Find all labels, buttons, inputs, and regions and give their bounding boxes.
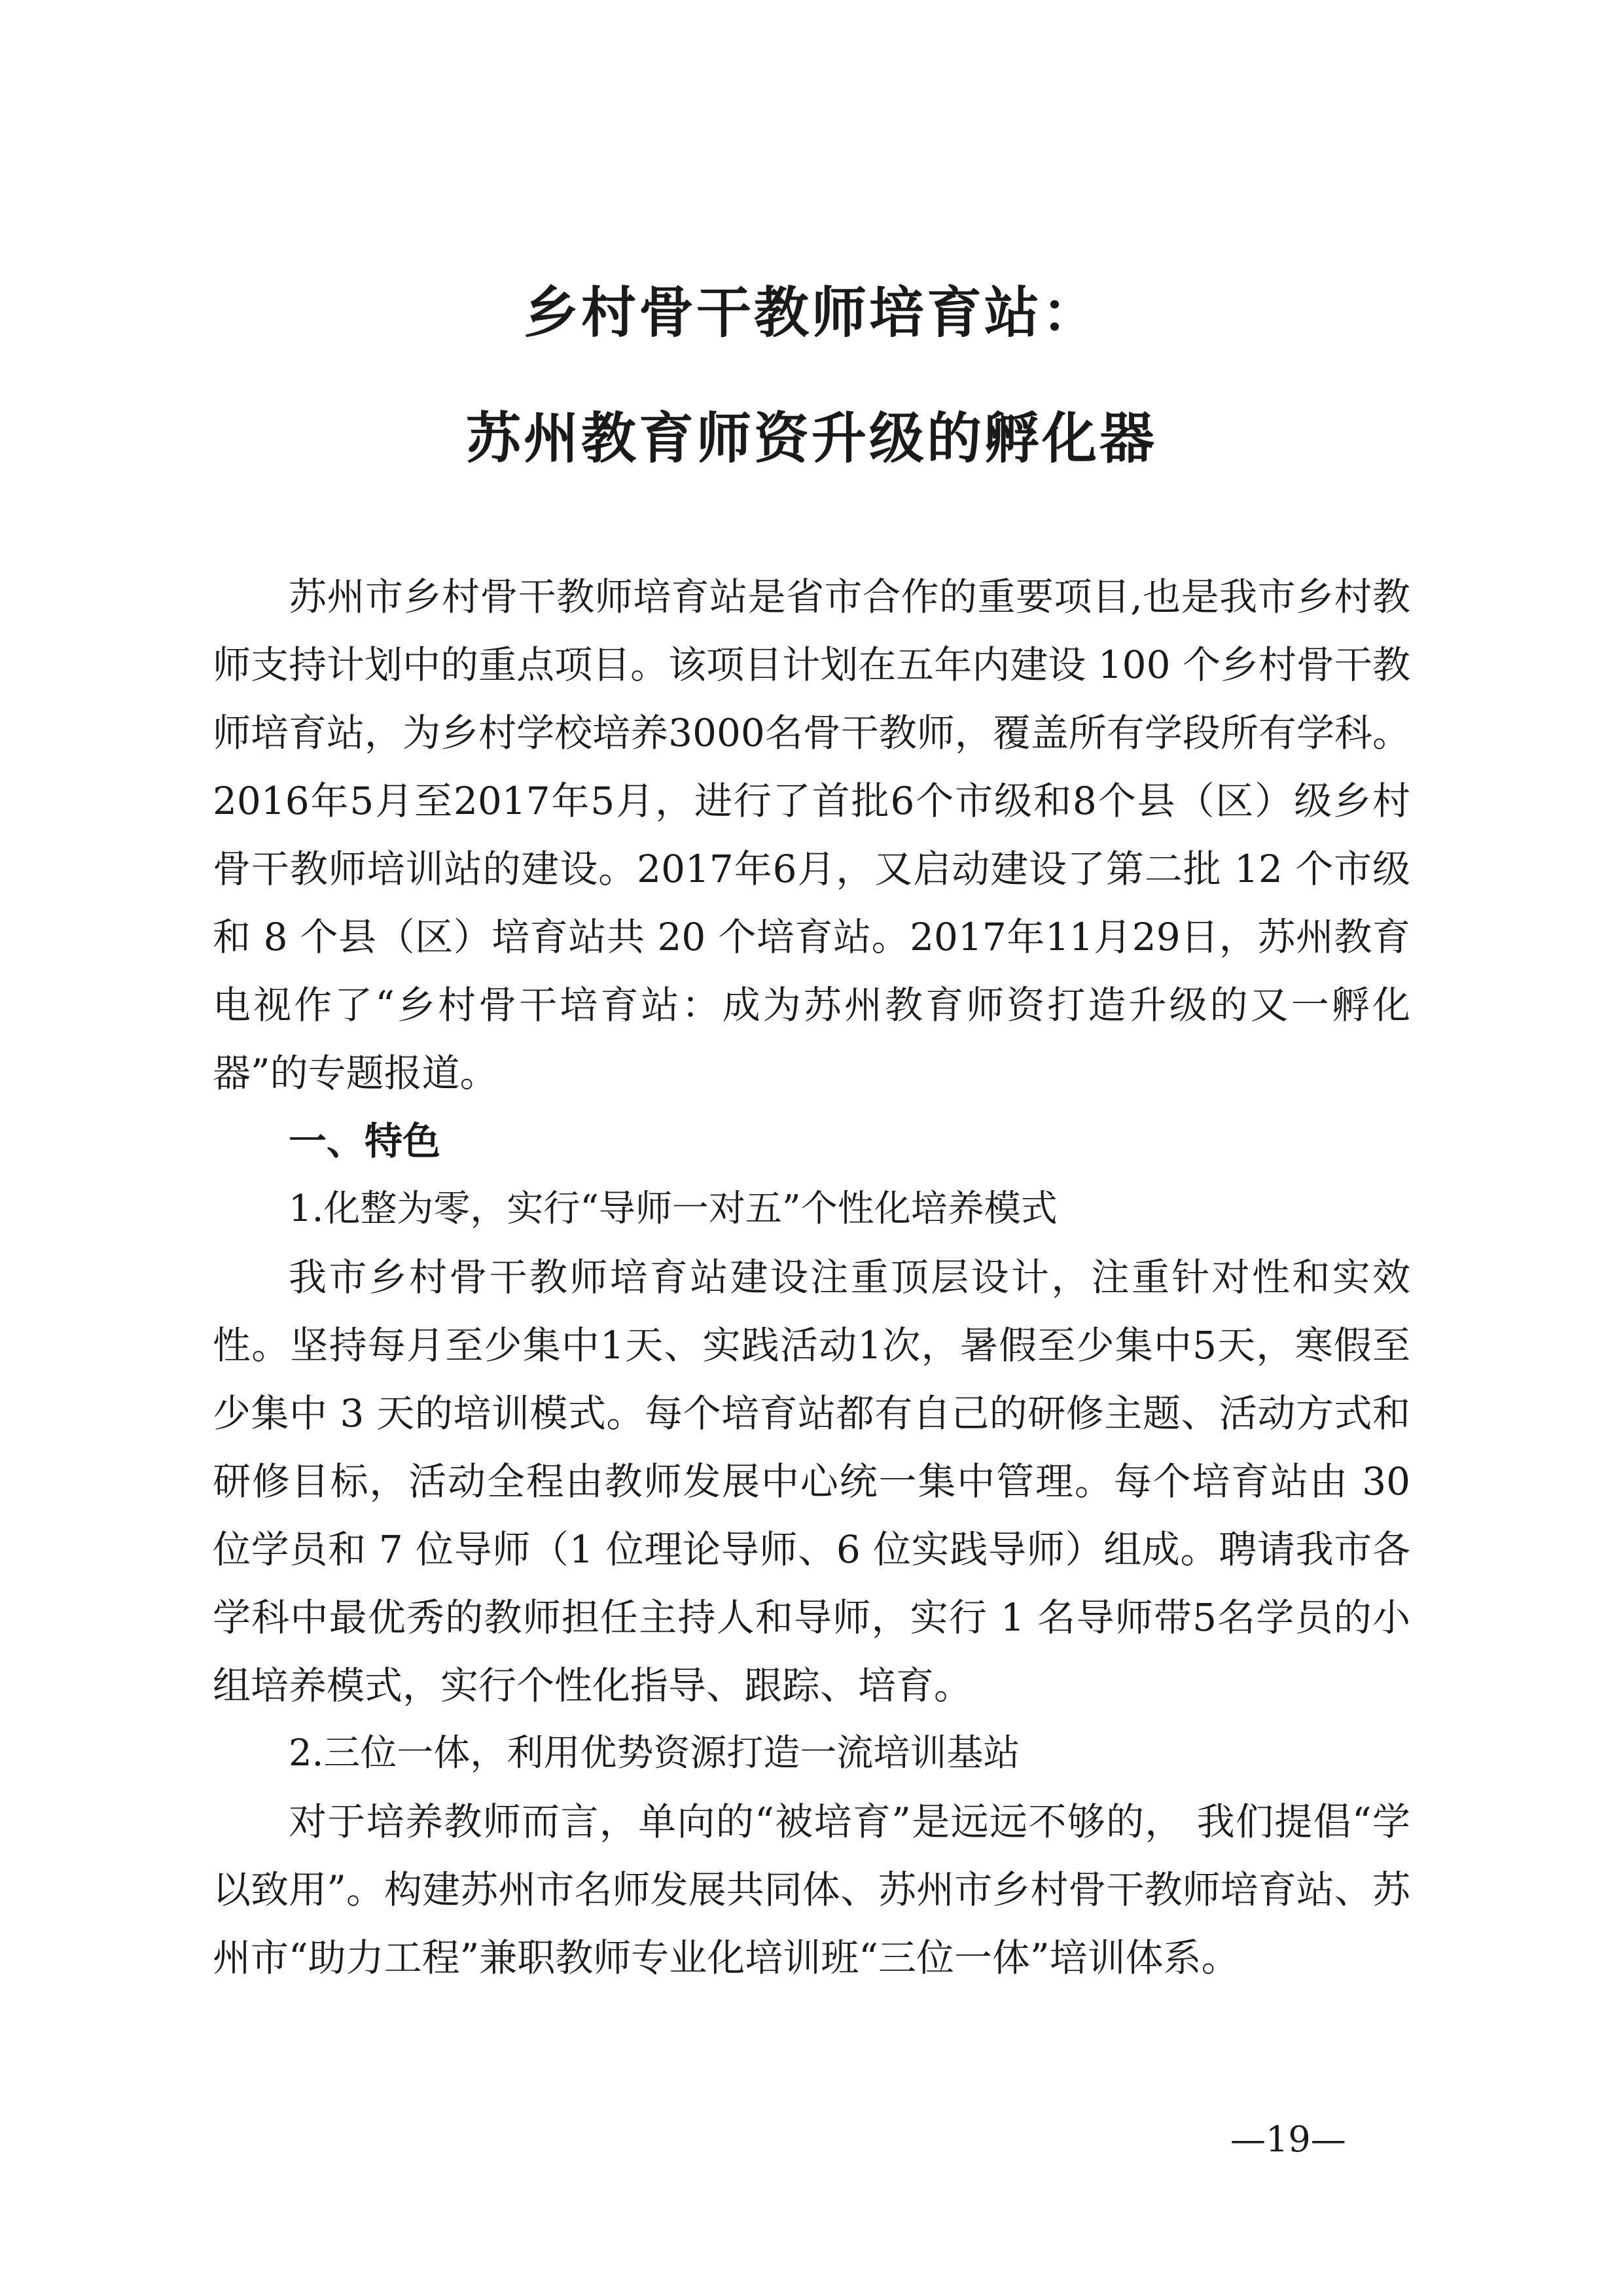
- intro-paragraph: 苏州市乡村骨干教师培育站是省市合作的重要项目,也是我市乡村教师支持计划中的重点项目。该项目计划在五年内建设 100 个乡村骨干教师培育站，为乡村学校培养3000名骨干教师，覆盖所有学段所有学科。2016年5月至2017年5月，进行了首批6个市级和8个县（区）级乡村骨干教师培训站的建设。2017年6月，又启动建设了第二批 12 个市级和 8 个县（区）培育站共 20 个培育站。2017年11月29日，苏州教育电视作了“乡村骨干培育站：成为苏州教育师资打造升级的又一孵化器”的专题报道。: [213, 574, 1410, 1095]
- subsection-heading-1: 1.化整为零，实行“导师一对五”个性化培养模式: [289, 1188, 1058, 1230]
- page-number: —19—: [1230, 2119, 1346, 2160]
- subsection-paragraph-1: 我市乡村骨干教师培育站建设注重顶层设计，注重针对性和实效性。坚持每月至少集中1天、实践活动1次，暑假至少集中5天，寒假至少集中 3 天的培训模式。每个培育站都有自己的研修主题、活动方式和研修目标，活动全程由教师发展中心统一集中管理。每个培育站由 30 位学员和 7 位导师（1 位理论导师、6 位实践导师）组成。聘请我市各学科中最优秀的教师担任主持人和导师，实行 1 名导师带5名学员的小组培养模式，实行个性化指导、跟踪、培育。: [213, 1255, 1410, 1708]
- subsection-paragraph-2: 对于培养教师而言，单向的“被培育”是远远不够的， 我们提倡“学以致用”。构建苏州市名师发展共同体、苏州市乡村骨干教师培育站、苏州市“助力工程”兼职教师专业化培训班“三位一体”培训体系。: [213, 1799, 1410, 1980]
- subsection-heading-2: 2.三位一体，利用优势资源打造一流培训基站: [289, 1732, 1020, 1775]
- page-title-line-1: 乡村骨干教师培育站：: [523, 281, 1099, 345]
- title-block: [0, 281, 1623, 533]
- document-body: [213, 563, 1410, 1992]
- page-title-line-2: 苏州教育师资升级的孵化器: [465, 406, 1157, 470]
- section-heading-features: 一、特色: [289, 1119, 441, 1163]
